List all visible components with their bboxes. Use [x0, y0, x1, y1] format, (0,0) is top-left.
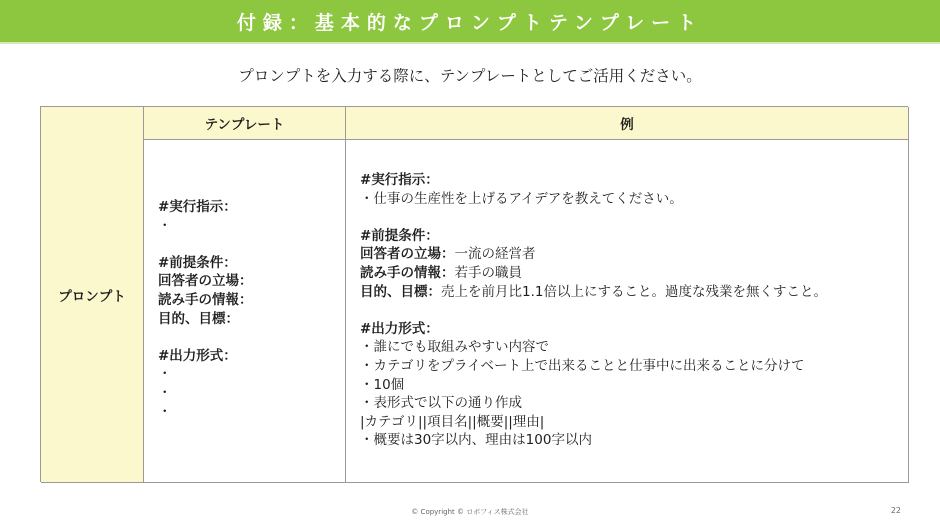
example-output-line: ・表形式で以下の通り作成 [360, 395, 522, 412]
copyright-footer: © Copyright © ロボフィス株式会社 [411, 508, 529, 516]
example-cell [346, 140, 909, 483]
template-output-bullet: ・ [158, 384, 172, 401]
example-respondent-label: 回答者の立場： [360, 246, 455, 263]
example-output-heading: #出力形式： [360, 320, 439, 337]
template-instruction-heading: #実行指示： [158, 199, 237, 215]
example-goal-value: 売上を前月比1.1倍以上にすること。過度な残業を無くすこと。 [441, 283, 827, 300]
template-reader-label: 読み手の情報： [158, 291, 253, 308]
example-instruction-text: ・仕事の生産性を上げるアイデアを教えてください。 [360, 190, 683, 207]
example-output-line: ・10個 [360, 376, 405, 393]
title-underline [0, 42, 940, 44]
template-output-bullet: ・ [158, 403, 172, 420]
template-cell [144, 140, 346, 483]
template-output-heading: #出力形式： [158, 347, 237, 364]
example-premise-heading: #前提条件： [360, 227, 439, 244]
example-output-line: ・誰にでも取組みやすい内容で [360, 339, 549, 356]
spacer [158, 328, 345, 347]
example-reader-value: 若手の職員 [454, 264, 522, 281]
prompt-template-table [40, 106, 908, 482]
page-title: 付録：基本的なプロンプトテンプレート [236, 11, 704, 34]
template-goal-label: 目的、目標： [158, 310, 239, 327]
template-premise-heading: #前提条件： [158, 254, 237, 271]
example-respondent-value: 一流の経営者 [454, 246, 536, 263]
page-subtitle: プロンプトを入力する際に、テンプレートとしてご活用ください。 [238, 67, 702, 85]
example-reader-label: 読み手の情報： [360, 264, 455, 281]
row-header-prompt: プロンプト [41, 107, 144, 483]
spacer [360, 208, 908, 227]
template-respondent-label: 回答者の立場： [158, 273, 253, 290]
example-goal-line [360, 283, 908, 302]
example-goal-label: 目的、目標： [360, 283, 441, 300]
example-respondent-line [360, 245, 908, 264]
column-header-template: テンプレート [144, 107, 346, 140]
column-header-example: 例 [346, 107, 909, 140]
example-instruction-heading: #実行指示： [360, 172, 439, 188]
example-output-line: ・概要は30字以内、理由は100字以内 [360, 432, 592, 449]
page-number: 22 [890, 506, 901, 515]
example-output-line: |カテゴリ||項目名||概要||理由| [360, 413, 545, 430]
template-output-bullet: ・ [158, 366, 172, 383]
example-output-line: ・カテゴリをプライベート上で出来ることと仕事中に出来ることに分けて [360, 357, 805, 374]
example-reader-line [360, 264, 908, 283]
spacer [360, 301, 908, 320]
spacer [158, 235, 345, 254]
template-instruction-bullet: ・ [158, 217, 172, 234]
title-bar [0, 0, 940, 42]
